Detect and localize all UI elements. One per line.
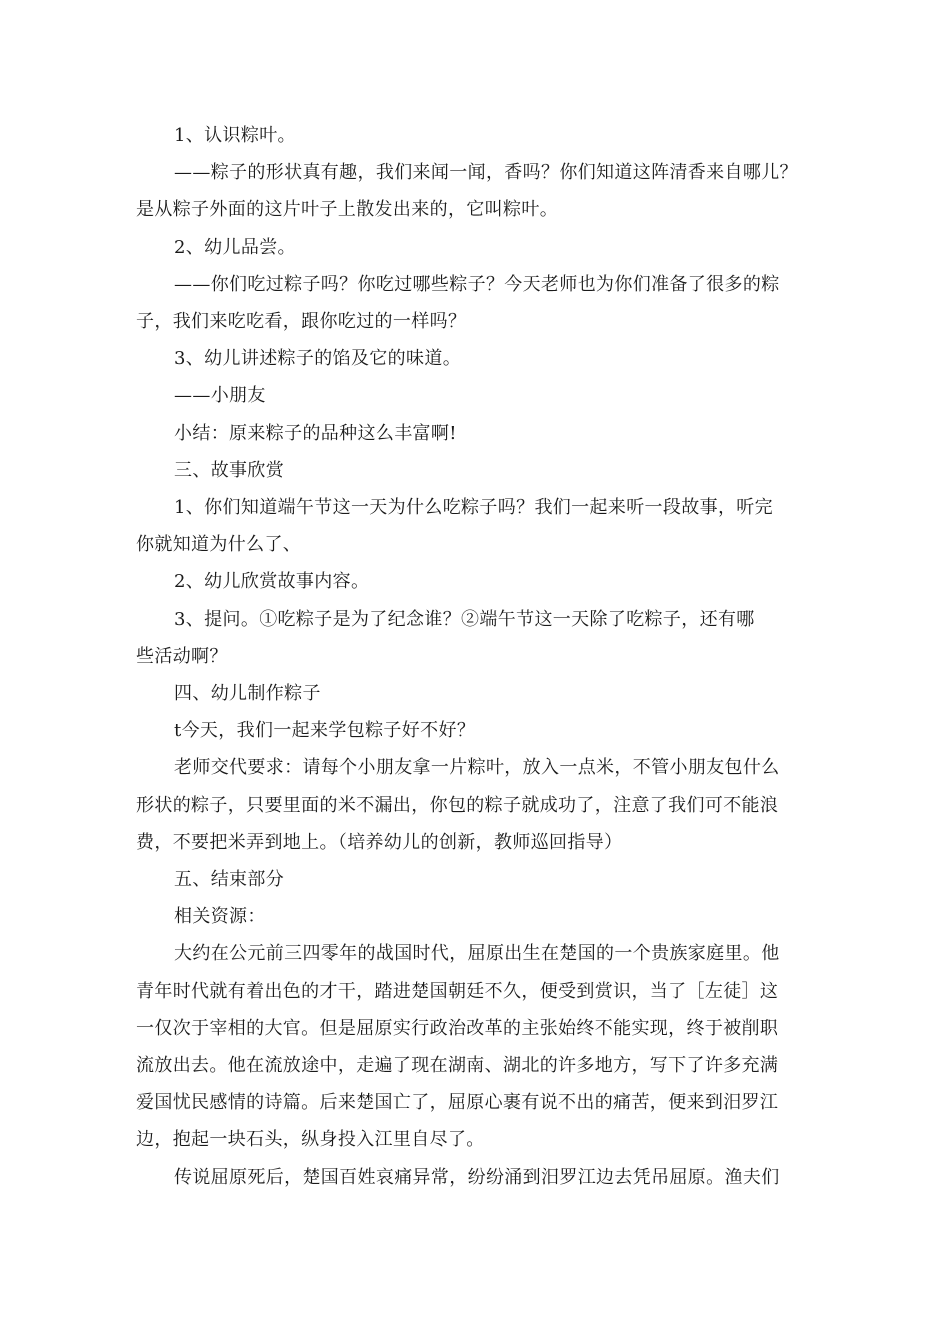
text-line: 大约在公元前三四零年的战国时代，屈原出生在楚国的一个贵族家庭里。他 <box>174 943 780 965</box>
text-line: 1、认识粽叶。 <box>174 125 296 146</box>
text-line: 是从粽子外面的这片叶子上散发出来的，它叫粽叶。 <box>136 199 559 221</box>
text-line: ——小朋友 <box>174 385 266 407</box>
text-line: ——粽子的形状真有趣，我们来闻一闻，香吗？你们知道这阵清香来自哪儿？ <box>174 162 798 184</box>
section-heading: 三、故事欣赏 <box>174 459 285 481</box>
text-line: 爱国忧民感情的诗篇。后来楚国亡了，屈原心裹有说不出的痛苦，便来到汨罗江 <box>136 1092 779 1114</box>
text-line: 些活动啊？ <box>136 645 228 667</box>
text-line: 一仅次于宰相的大官。但是屈原实行政治改革的主张始终不能实现，终于被削职 <box>136 1017 779 1039</box>
text-line: 3、幼儿讲述粽子的馅及它的味道。 <box>174 348 462 370</box>
text-line: 边，抱起一块石头，纵身投入江里自尽了。 <box>136 1129 485 1151</box>
text-line: 老师交代要求：请每个小朋友拿一片粽叶，放入一点米，不管小朋友包什么 <box>174 757 780 779</box>
document-body <box>136 117 820 1196</box>
text-line: 传说屈原死后，楚国百姓哀痛异常，纷纷涌到汨罗江边去凭吊屈原。渔夫们 <box>174 1166 780 1188</box>
text-line: 你就知道为什么了、 <box>136 534 302 556</box>
text-line: 1、你们知道端午节这一天为什么吃粽子吗？我们一起来听一段故事，听完 <box>174 497 773 519</box>
text-line: 青年时代就有着出色的才干，踏进楚国朝廷不久，便受到赏识，当了［左徒］这 <box>136 980 779 1002</box>
text-line: 2、幼儿欣赏故事内容。 <box>174 571 370 593</box>
text-line: 相关资源： <box>174 906 266 928</box>
text-line: 3、提问。①吃粽子是为了纪念谁？②端午节这一天除了吃粽子，还有哪 <box>174 608 755 630</box>
text-line: 形状的粽子，只要里面的米不漏出，你包的粽子就成功了，注意了我们可不能浪 <box>136 794 779 816</box>
text-line: 子，我们来吃吃看，跟你吃过的一样吗？ <box>136 311 467 333</box>
text-line: 2、幼儿品尝。 <box>174 236 296 258</box>
section-heading: 四、幼儿制作粽子 <box>174 683 321 705</box>
text-line: 费，不要把米弄到地上。（培养幼儿的创新，教师巡回指导） <box>136 831 623 853</box>
text-line: t今天，我们一起来学包粽子好不好？ <box>174 720 476 742</box>
section-heading: 五、结束部分 <box>174 869 285 891</box>
text-line: 流放出去。他在流放途中，走遍了现在湖南、湖北的许多地方，写下了许多充满 <box>136 1055 779 1077</box>
text-line: ——你们吃过粽子吗？你吃过哪些粽子？今天老师也为你们准备了很多的粽 <box>174 273 780 295</box>
text-line: 小结：原来粽子的品种这么丰富啊! <box>174 422 457 444</box>
